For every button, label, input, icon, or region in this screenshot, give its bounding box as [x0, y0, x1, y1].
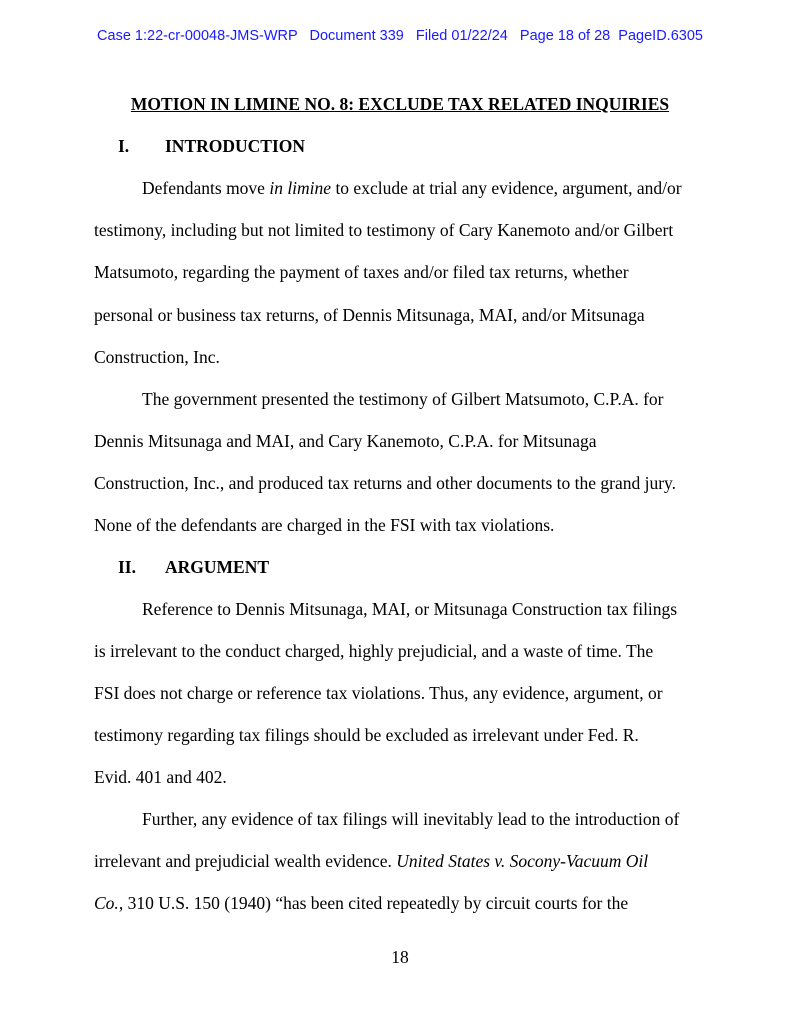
- motion-title: MOTION IN LIMINE NO. 8: EXCLUDE TAX RELATED INQUIRIES: [130, 94, 670, 114]
- text-line: [94, 220, 673, 241]
- page-id: PageID.6305: [618, 28, 703, 44]
- text-span: The government presented the testimony of Gilbert Matsumoto, C.P.A. for: [142, 389, 664, 409]
- text-line: [94, 347, 220, 368]
- section-number: I.: [118, 136, 130, 156]
- text-span: , 310 U.S. 150 (1940) “has been cited repeatedly by circuit courts for the: [118, 893, 629, 913]
- case-number: Case 1:22-cr-00048-JMS-WRP: [97, 28, 298, 44]
- text-line: [142, 389, 664, 410]
- text-line: [142, 178, 682, 199]
- section-label: ARGUMENT: [165, 557, 270, 577]
- text-line: [94, 262, 629, 283]
- page-number: 18: [391, 947, 409, 967]
- text-line: [142, 599, 677, 620]
- text-span: Construction, Inc.: [94, 347, 220, 367]
- text-span: is irrelevant to the conduct charged, highly prejudicial, and a waste of time. The: [94, 641, 654, 661]
- text-line: [142, 809, 679, 830]
- text-span: FSI does not charge or reference tax violations. Thus, any evidence, argument, or: [94, 683, 663, 703]
- text-line: [94, 683, 663, 704]
- section-label: INTRODUCTION: [165, 136, 306, 156]
- filing-header: [0, 28, 800, 44]
- italic-text: United States v. Socony-Vacuum Oil: [396, 851, 649, 871]
- section-heading-introduction: [118, 136, 305, 157]
- text-span: Further, any evidence of tax filings will inevitably lead to the introduction of: [142, 809, 680, 829]
- text-line: [94, 305, 645, 326]
- text-span: Construction, Inc., and produced tax returns and other documents to the grand jury.: [94, 473, 677, 493]
- section-heading-argument: [118, 557, 269, 578]
- text-line: [94, 515, 554, 536]
- text-line: [94, 473, 676, 494]
- text-line: [94, 431, 597, 452]
- text-span: to exclude at trial any evidence, argument, and/or: [331, 178, 682, 198]
- italic-text: Co.: [94, 893, 119, 913]
- text-span: Matsumoto, regarding the payment of taxes and/or filed tax returns, whether: [94, 262, 629, 282]
- text-span: testimony, including but not limited to testimony of Cary Kanemoto and/or Gilbert: [94, 220, 674, 240]
- text-line: [94, 851, 648, 872]
- text-line: [94, 767, 227, 788]
- text-span: Dennis Mitsunaga and MAI, and Cary Kanemoto, C.P.A. for Mitsunaga: [94, 431, 597, 451]
- text-span: testimony regarding tax filings should be excluded as irrelevant under Fed. R.: [94, 725, 639, 745]
- text-line: [94, 641, 653, 662]
- page-of: Page 18 of 28: [519, 28, 611, 44]
- document-number: Document 339: [309, 28, 404, 44]
- text-span: Defendants move: [142, 178, 270, 198]
- text-span: personal or business tax returns, of Dennis Mitsunaga, MAI, and/or Mitsunaga: [94, 305, 645, 325]
- italic-text: in limine: [269, 178, 332, 198]
- text-span: Reference to Dennis Mitsunaga, MAI, or Mitsunaga Construction tax filings: [142, 599, 678, 619]
- text-span: irrelevant and prejudicial wealth evidence.: [94, 851, 397, 871]
- text-line: [94, 893, 628, 914]
- section-number: II.: [118, 557, 136, 577]
- text-span: Evid. 401 and 402.: [94, 767, 227, 787]
- text-line: [94, 725, 639, 746]
- text-span: None of the defendants are charged in the FSI with tax violations.: [94, 515, 555, 535]
- filed-date: Filed 01/22/24: [415, 28, 508, 44]
